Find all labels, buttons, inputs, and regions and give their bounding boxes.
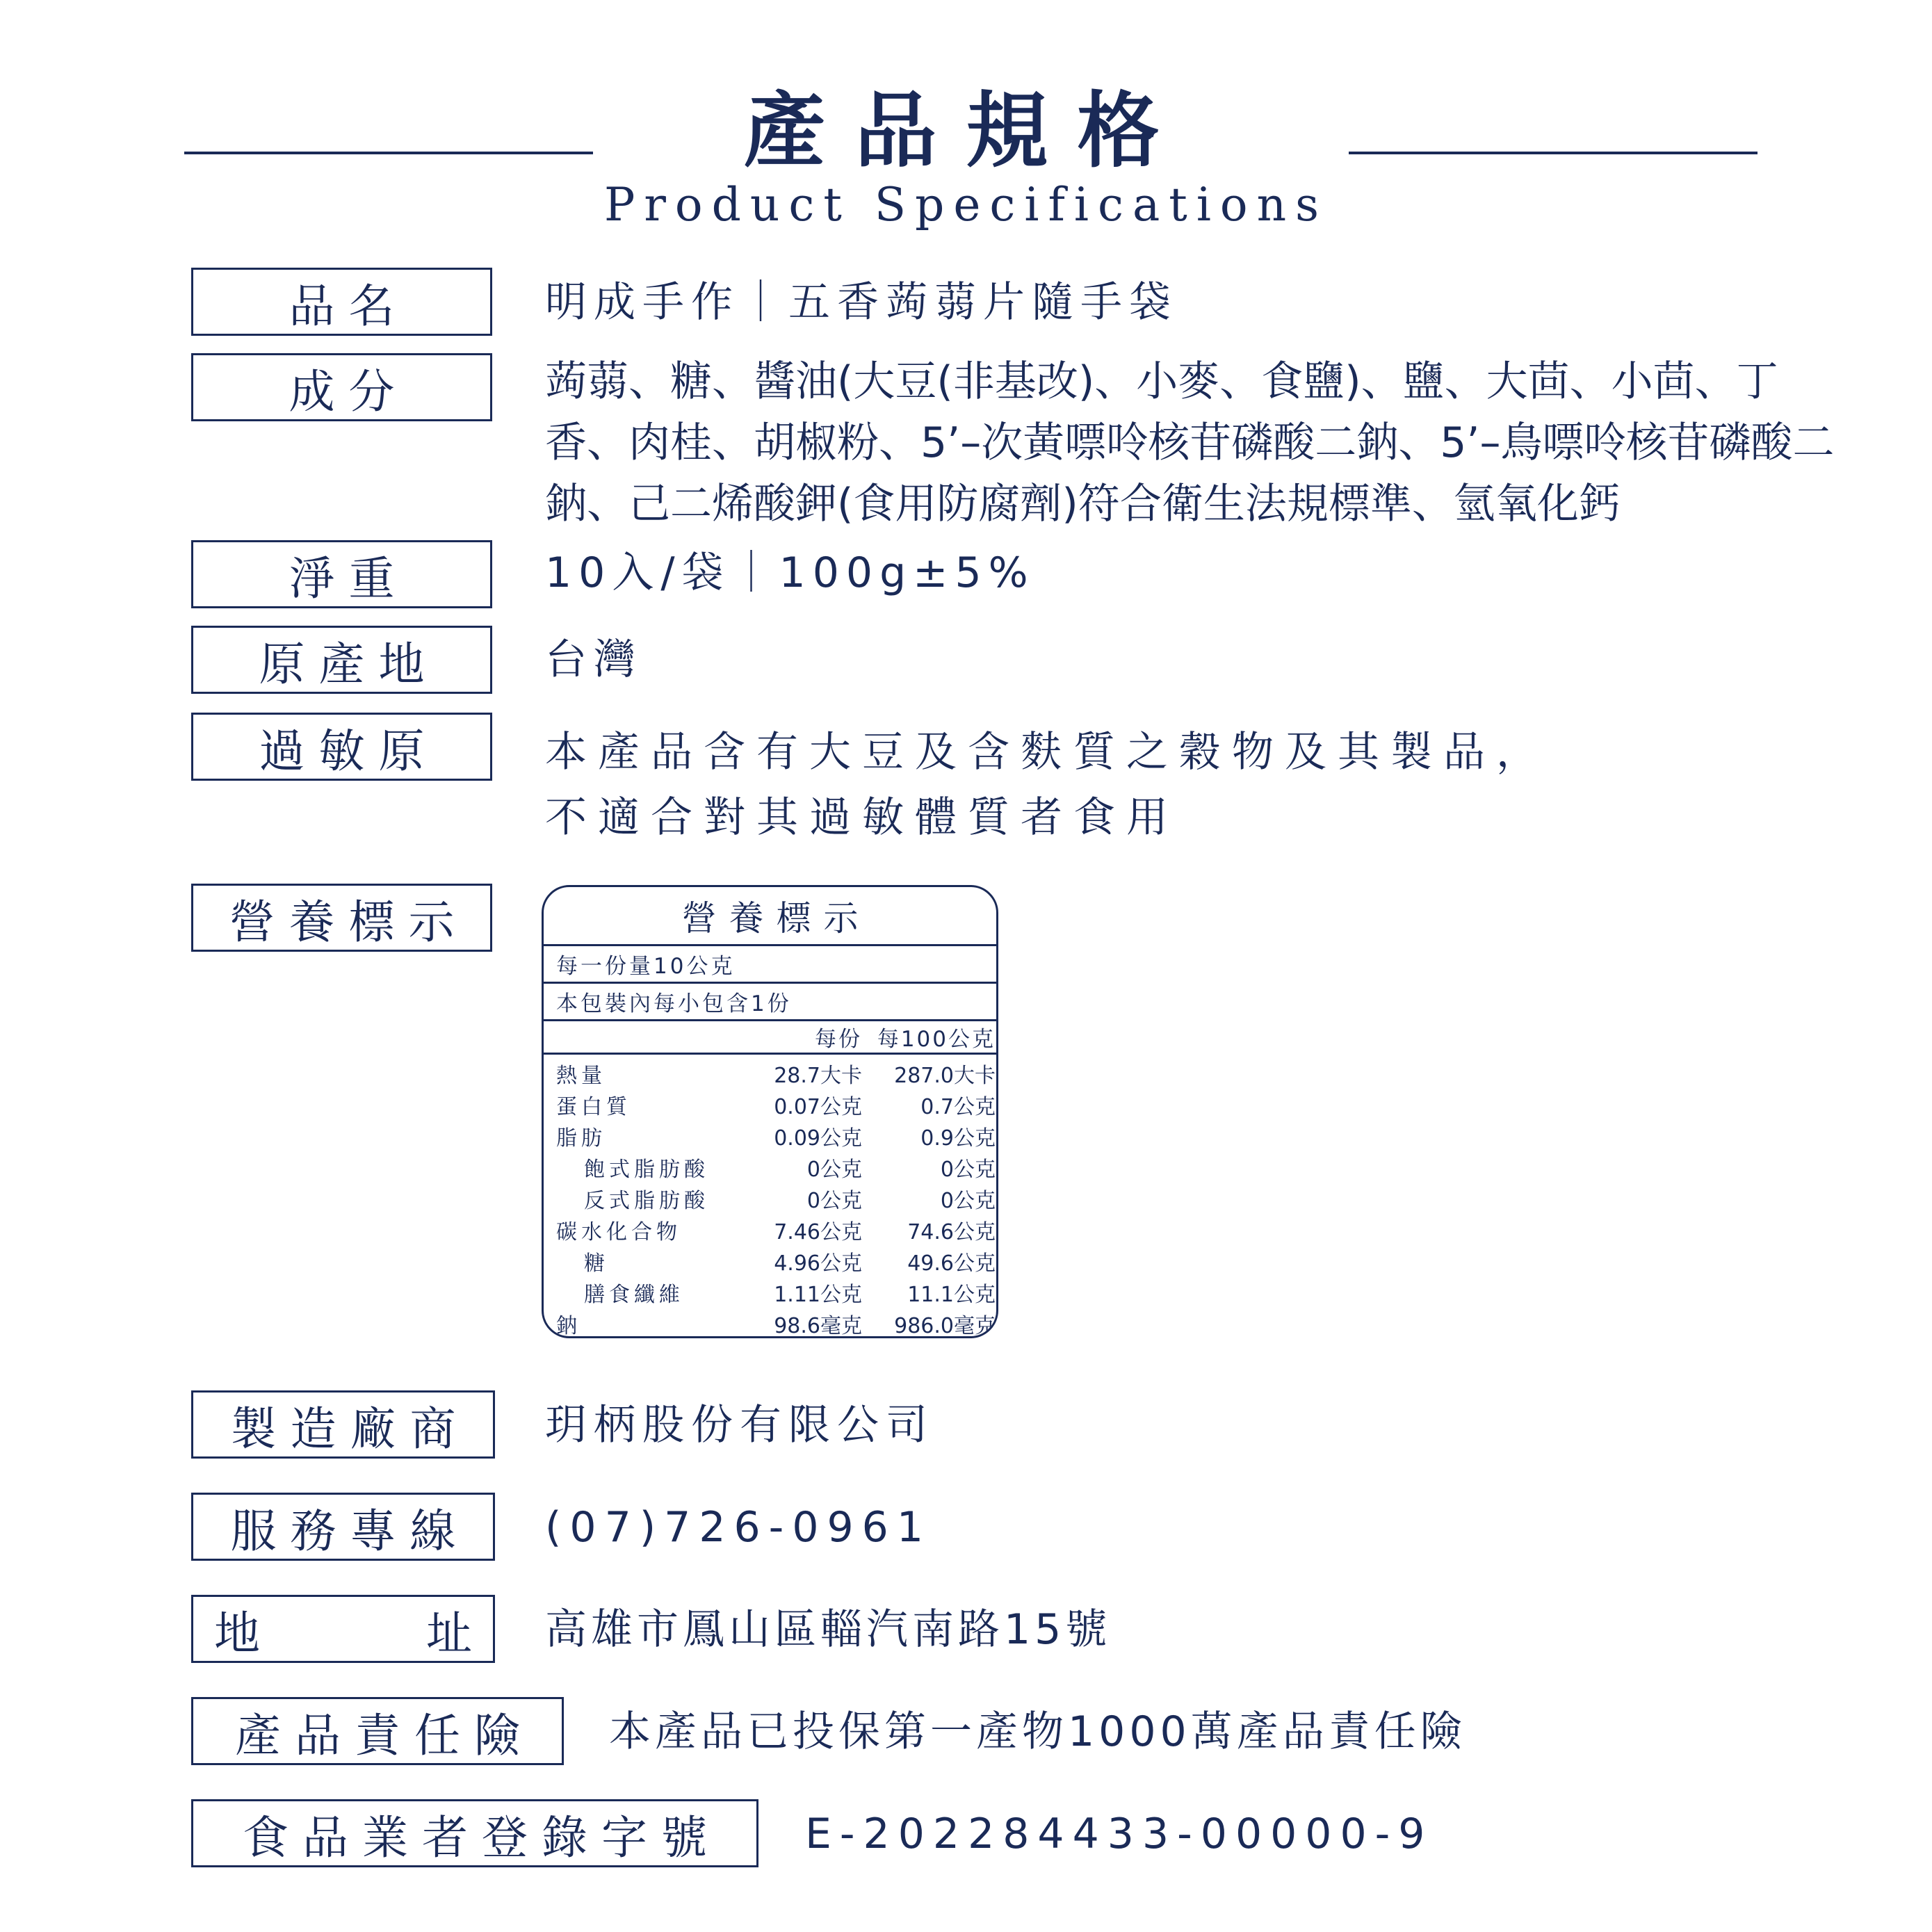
nutrition-title: 營養標示 xyxy=(544,887,996,946)
label-ingredients: 成分 xyxy=(191,353,492,421)
nutrition-row xyxy=(544,1214,996,1245)
title-rule-right xyxy=(1349,152,1758,154)
nutrition-row xyxy=(544,1089,996,1120)
nutrition-rows xyxy=(544,1055,996,1338)
title-rule-left xyxy=(184,152,593,154)
nutrient-per-serving: 0公克 xyxy=(806,1188,862,1213)
nutrient-per-100g: 0.9公克 xyxy=(920,1126,996,1151)
label-net-weight: 淨重 xyxy=(191,540,492,608)
label-nutrition: 營養標示 xyxy=(191,884,492,952)
nutrient-per-serving: 0公克 xyxy=(806,1157,862,1182)
label-allergen: 過敏原 xyxy=(191,713,492,781)
nutrient-per-100g: 0公克 xyxy=(940,1188,996,1213)
label-address-left: 地 xyxy=(214,1606,260,1660)
nutrition-row xyxy=(544,1308,996,1338)
value-hotline: (07)726-0961 xyxy=(545,1503,932,1552)
label-registration: 食品業者登錄字號 xyxy=(191,1799,758,1867)
nutrient-name: 碳水化合物 xyxy=(556,1219,681,1244)
nutrient-per-serving: 0.07公克 xyxy=(774,1094,862,1119)
value-product-name: 明成手作｜五香蒟蒻片隨手袋 xyxy=(545,278,1178,327)
nutrient-per-100g: 0公克 xyxy=(940,1157,996,1182)
nutrition-row xyxy=(544,1120,996,1151)
label-origin: 原產地 xyxy=(191,626,492,694)
nutrient-per-serving: 7.46公克 xyxy=(774,1219,862,1244)
nutrient-per-serving: 0.09公克 xyxy=(774,1126,862,1151)
nutrient-name: 反式脂肪酸 xyxy=(584,1188,709,1213)
nutrient-name: 膳食纖維 xyxy=(584,1282,684,1307)
nutrient-per-100g: 11.1公克 xyxy=(907,1282,996,1307)
label-product-name: 品名 xyxy=(191,268,492,336)
allergen-line-1: 本產品含有大豆及含麩質之穀物及其製品， xyxy=(545,728,1549,777)
value-allergen xyxy=(545,720,1727,850)
nutrient-name: 糖 xyxy=(584,1251,609,1276)
nutrient-per-serving: 28.7大卡 xyxy=(774,1063,862,1088)
nutrient-name: 蛋白質 xyxy=(556,1094,631,1119)
nutrient-per-serving: 1.11公克 xyxy=(774,1282,862,1307)
nutrition-row xyxy=(544,1276,996,1308)
nutrient-per-100g: 287.0大卡 xyxy=(894,1063,996,1088)
value-manufacturer: 玥柄股份有限公司 xyxy=(545,1401,934,1450)
value-address: 高雄市鳳山區輜汽南路15號 xyxy=(545,1605,1112,1654)
value-origin: 台灣 xyxy=(545,635,642,684)
nutrient-name: 鈉 xyxy=(556,1313,581,1338)
nutrition-col-per-100g: 每100公克 xyxy=(877,1027,996,1052)
label-address xyxy=(191,1595,495,1663)
nutrient-per-100g: 74.6公克 xyxy=(907,1219,996,1244)
value-insurance: 本產品已投保第一產物1000萬產品責任險 xyxy=(609,1707,1466,1756)
nutrient-per-serving: 98.6毫克 xyxy=(774,1313,862,1338)
nutrition-serving-size: 每一份量10公克 xyxy=(544,946,996,984)
allergen-line-2: 不適合對其過敏體質者食用 xyxy=(545,793,1179,842)
label-insurance: 產品責任險 xyxy=(191,1697,564,1765)
nutrition-col-per-serving: 每份 xyxy=(815,1027,862,1052)
nutrient-name: 脂肪 xyxy=(556,1126,606,1151)
nutrition-row xyxy=(544,1151,996,1183)
nutrition-row xyxy=(544,1245,996,1276)
nutrition-row xyxy=(544,1057,996,1089)
value-ingredients: 蒟蒻、糖、醬油(大豆(非基改)、小麥、食鹽)、鹽、大茴、小茴、丁香、肉桂、胡椒粉、5’–次黃嘌呤核苷磷酸二鈉、5’–鳥嘌呤核苷磷酸二鈉、己二烯酸鉀(食用防腐劑)符合衛生法規標準、氫氧化鈣 xyxy=(545,357,1835,528)
nutrient-per-100g: 0.7公克 xyxy=(920,1094,996,1119)
label-address-right: 址 xyxy=(426,1606,472,1660)
nutrient-per-100g: 986.0毫克 xyxy=(894,1313,996,1338)
value-net-weight: 10入/袋｜100g±5% xyxy=(545,549,1035,597)
nutrient-name: 飽式脂肪酸 xyxy=(584,1157,709,1182)
nutrient-per-100g: 49.6公克 xyxy=(907,1251,996,1276)
nutrition-facts-panel xyxy=(542,885,998,1338)
nutrient-name: 熱量 xyxy=(556,1063,606,1088)
page-title: 產品規格 xyxy=(743,83,1189,179)
value-registration: E-202284433-00000-9 xyxy=(805,1810,1434,1858)
page-subtitle: Product Specifications xyxy=(603,178,1329,232)
nutrition-row xyxy=(544,1183,996,1214)
label-hotline: 服務專線 xyxy=(191,1493,495,1561)
label-manufacturer: 製造廠商 xyxy=(191,1390,495,1459)
nutrition-column-header xyxy=(544,1021,996,1055)
nutrition-servings: 本包裝內每小包含1份 xyxy=(544,984,996,1021)
nutrient-per-serving: 4.96公克 xyxy=(774,1251,862,1276)
